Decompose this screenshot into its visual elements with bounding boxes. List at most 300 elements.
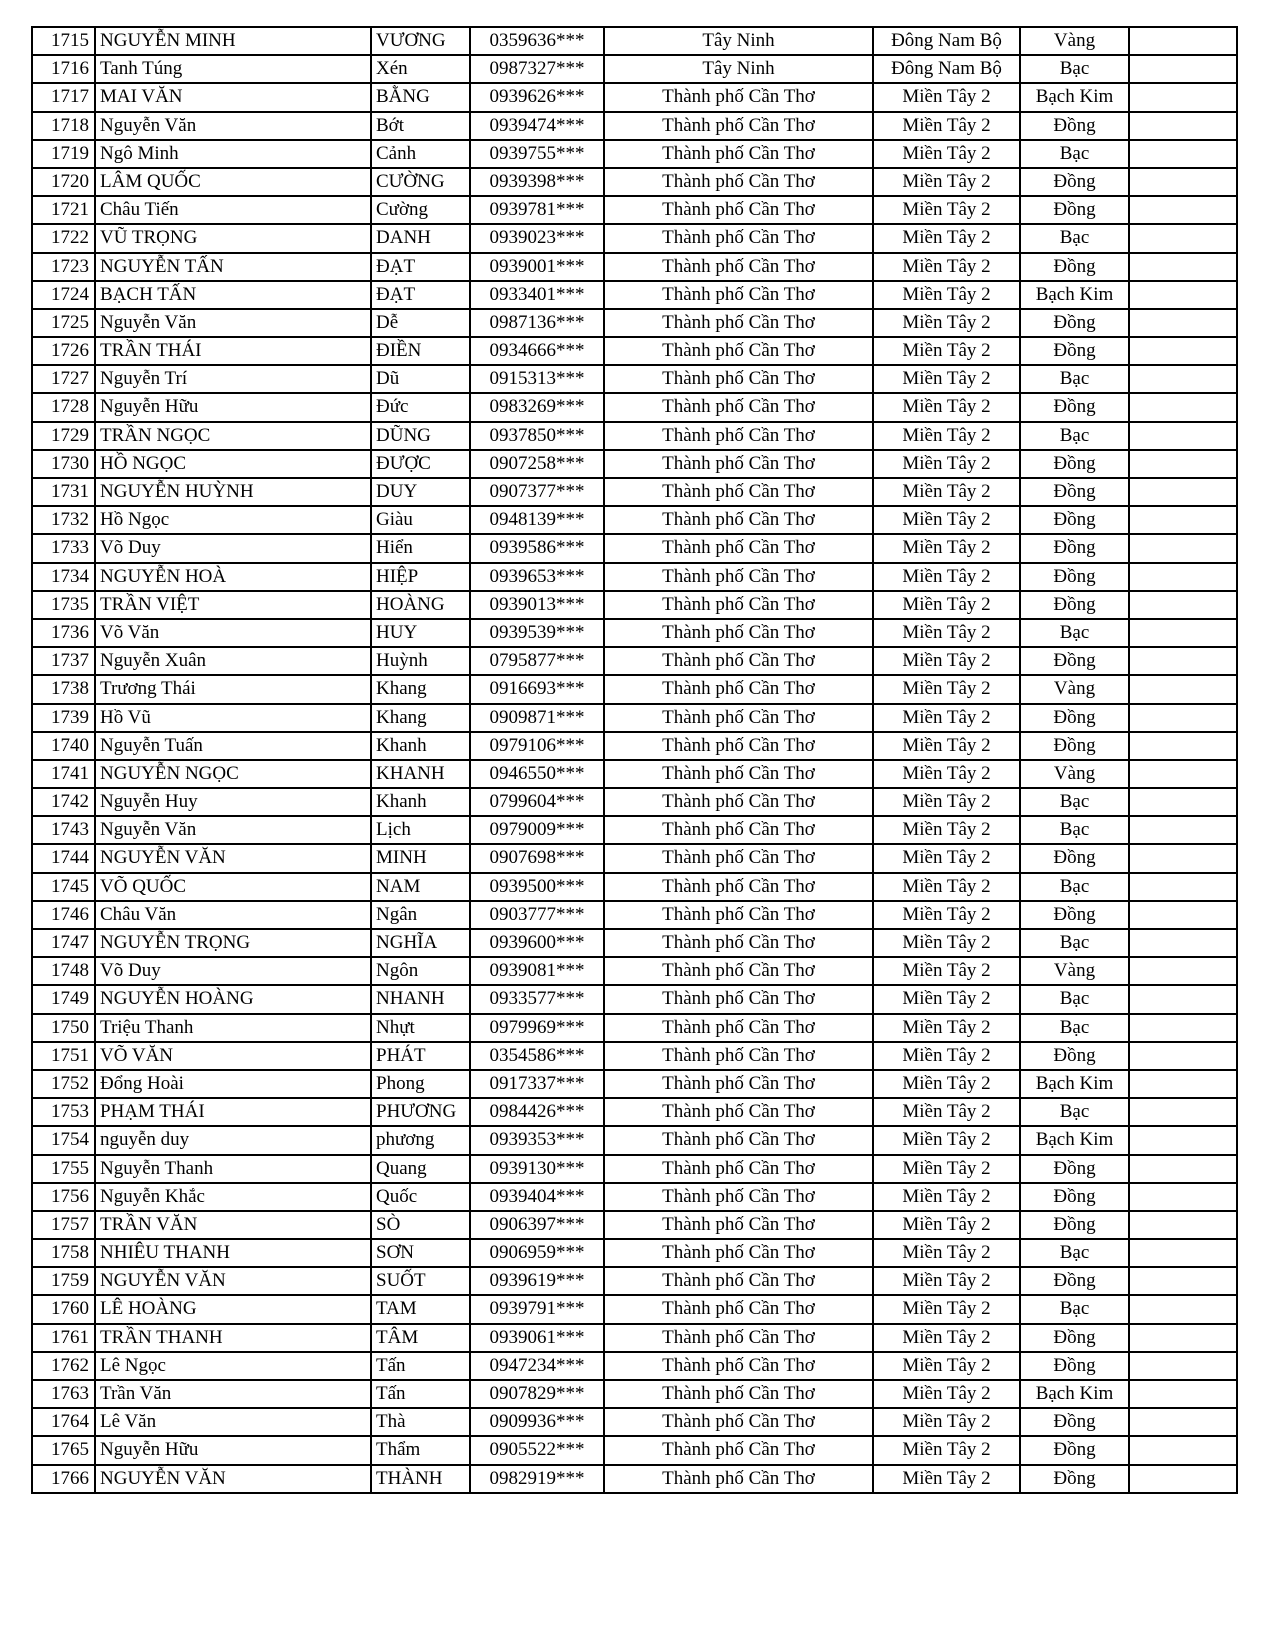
cell-phone: 0939013*** <box>471 592 605 618</box>
cell-tier: Bạc <box>1021 874 1130 900</box>
cell-tier: Bạc <box>1021 986 1130 1012</box>
cell-first-name: VÕ QUỐC <box>96 874 372 900</box>
cell-province: Thành phố Cần Thơ <box>605 113 874 139</box>
cell-first-name: LÊ HOÀNG <box>96 1296 372 1322</box>
table-row <box>31 1154 1238 1184</box>
cell-region: Miền Tây 2 <box>874 789 1021 815</box>
cell-region: Miền Tây 2 <box>874 592 1021 618</box>
cell-phone: 0939474*** <box>471 113 605 139</box>
cell-region: Miền Tây 2 <box>874 1043 1021 1069</box>
table-row <box>31 421 1238 451</box>
table-row <box>31 223 1238 253</box>
cell-blank <box>1130 1325 1234 1351</box>
cell-first-name: Châu Tiến <box>96 197 372 223</box>
cell-first-name: NHIÊU THANH <box>96 1240 372 1266</box>
table-row <box>31 1379 1238 1409</box>
cell-last-name: Cảnh <box>372 141 471 167</box>
cell-last-name: Bớt <box>372 113 471 139</box>
cell-stt: 1715 <box>33 28 96 54</box>
cell-stt: 1739 <box>33 705 96 731</box>
cell-tier: Đồng <box>1021 451 1130 477</box>
cell-last-name: HOÀNG <box>372 592 471 618</box>
table-row <box>31 449 1238 479</box>
cell-stt: 1751 <box>33 1043 96 1069</box>
cell-stt: 1726 <box>33 338 96 364</box>
cell-province: Thành phố Cần Thơ <box>605 225 874 251</box>
cell-province: Tây Ninh <box>605 28 874 54</box>
cell-province: Thành phố Cần Thơ <box>605 564 874 590</box>
cell-last-name: Cường <box>372 197 471 223</box>
cell-region: Miền Tây 2 <box>874 676 1021 702</box>
cell-phone: 0909871*** <box>471 705 605 731</box>
cell-province: Thành phố Cần Thơ <box>605 761 874 787</box>
table-row <box>31 843 1238 873</box>
cell-stt: 1735 <box>33 592 96 618</box>
cell-first-name: Nguyễn Văn <box>96 113 372 139</box>
cell-province: Thành phố Cần Thơ <box>605 1043 874 1069</box>
table-row <box>31 308 1238 338</box>
cell-phone: 0939586*** <box>471 535 605 561</box>
cell-last-name: ĐẠT <box>372 254 471 280</box>
cell-province: Thành phố Cần Thơ <box>605 1127 874 1153</box>
cell-region: Miền Tây 2 <box>874 1381 1021 1407</box>
cell-province: Thành phố Cần Thơ <box>605 1268 874 1294</box>
table-row <box>31 505 1238 535</box>
table-row <box>31 815 1238 845</box>
cell-phone: 0907377*** <box>471 479 605 505</box>
cell-stt: 1755 <box>33 1156 96 1182</box>
cell-phone: 0909936*** <box>471 1409 605 1435</box>
cell-province: Thành phố Cần Thơ <box>605 592 874 618</box>
cell-last-name: Nhựt <box>372 1015 471 1041</box>
cell-phone: 0939001*** <box>471 254 605 280</box>
cell-phone: 0946550*** <box>471 761 605 787</box>
cell-blank <box>1130 1043 1234 1069</box>
cell-first-name: BẠCH TẤN <box>96 282 372 308</box>
cell-stt: 1724 <box>33 282 96 308</box>
cell-last-name: Thà <box>372 1409 471 1435</box>
cell-stt: 1757 <box>33 1212 96 1238</box>
cell-blank <box>1130 1381 1234 1407</box>
cell-tier: Đồng <box>1021 1353 1130 1379</box>
cell-blank <box>1130 1466 1234 1492</box>
table-row <box>31 111 1238 141</box>
cell-province: Thành phố Cần Thơ <box>605 479 874 505</box>
cell-stt: 1738 <box>33 676 96 702</box>
cell-first-name: Nguyễn Văn <box>96 817 372 843</box>
cell-blank <box>1130 902 1234 928</box>
cell-province: Thành phố Cần Thơ <box>605 1466 874 1492</box>
table-row <box>31 872 1238 902</box>
cell-phone: 0799604*** <box>471 789 605 815</box>
cell-blank <box>1130 1099 1234 1125</box>
cell-blank <box>1130 28 1234 54</box>
cell-phone: 0933401*** <box>471 282 605 308</box>
cell-last-name: ĐIỀN <box>372 338 471 364</box>
cell-stt: 1733 <box>33 535 96 561</box>
cell-blank <box>1130 705 1234 731</box>
cell-last-name: Hiển <box>372 535 471 561</box>
cell-tier: Đồng <box>1021 197 1130 223</box>
cell-tier: Đồng <box>1021 169 1130 195</box>
cell-region: Miền Tây 2 <box>874 761 1021 787</box>
cell-stt: 1731 <box>33 479 96 505</box>
cell-last-name: Dễ <box>372 310 471 336</box>
cell-stt: 1753 <box>33 1099 96 1125</box>
cell-region: Miền Tây 2 <box>874 169 1021 195</box>
cell-first-name: NGUYỄN NGỌC <box>96 761 372 787</box>
cell-last-name: THÀNH <box>372 1466 471 1492</box>
table-row <box>31 167 1238 197</box>
cell-stt: 1766 <box>33 1466 96 1492</box>
table-row <box>31 1182 1238 1212</box>
cell-phone: 0947234*** <box>471 1353 605 1379</box>
cell-last-name: Xén <box>372 56 471 82</box>
cell-stt: 1716 <box>33 56 96 82</box>
cell-province: Thành phố Cần Thơ <box>605 986 874 1012</box>
cell-last-name: Ngân <box>372 902 471 928</box>
cell-province: Tây Ninh <box>605 56 874 82</box>
cell-stt: 1730 <box>33 451 96 477</box>
cell-last-name: Quốc <box>372 1184 471 1210</box>
cell-last-name: VƯƠNG <box>372 28 471 54</box>
table-row <box>31 1013 1238 1043</box>
cell-tier: Bạc <box>1021 1296 1130 1322</box>
cell-stt: 1754 <box>33 1127 96 1153</box>
table-row <box>31 1323 1238 1353</box>
cell-province: Thành phố Cần Thơ <box>605 1015 874 1041</box>
cell-phone: 0939500*** <box>471 874 605 900</box>
cell-tier: Bạch Kim <box>1021 1071 1130 1097</box>
cell-tier: Đồng <box>1021 902 1130 928</box>
cell-region: Miền Tây 2 <box>874 366 1021 392</box>
cell-first-name: Hồ Ngọc <box>96 507 372 533</box>
cell-region: Miền Tây 2 <box>874 141 1021 167</box>
cell-region: Miền Tây 2 <box>874 1240 1021 1266</box>
cell-tier: Đồng <box>1021 1212 1130 1238</box>
cell-blank <box>1130 394 1234 420</box>
table-row <box>31 759 1238 789</box>
cell-last-name: PHÁT <box>372 1043 471 1069</box>
table-row <box>31 1407 1238 1437</box>
cell-first-name: NGUYỄN HOÀ <box>96 564 372 590</box>
cell-phone: 0939081*** <box>471 958 605 984</box>
cell-blank <box>1130 620 1234 646</box>
cell-phone: 0939653*** <box>471 564 605 590</box>
cell-phone: 0903777*** <box>471 902 605 928</box>
cell-tier: Đồng <box>1021 310 1130 336</box>
cell-last-name: HUY <box>372 620 471 646</box>
cell-phone: 0939061*** <box>471 1325 605 1351</box>
cell-province: Thành phố Cần Thơ <box>605 676 874 702</box>
cell-phone: 0907698*** <box>471 845 605 871</box>
cell-last-name: DANH <box>372 225 471 251</box>
cell-tier: Đồng <box>1021 254 1130 280</box>
cell-tier: Đồng <box>1021 564 1130 590</box>
cell-phone: 0987136*** <box>471 310 605 336</box>
cell-province: Thành phố Cần Thơ <box>605 902 874 928</box>
cell-province: Thành phố Cần Thơ <box>605 451 874 477</box>
cell-stt: 1736 <box>33 620 96 646</box>
cell-province: Thành phố Cần Thơ <box>605 1212 874 1238</box>
cell-region: Miền Tây 2 <box>874 423 1021 449</box>
cell-tier: Đồng <box>1021 507 1130 533</box>
cell-last-name: phương <box>372 1127 471 1153</box>
cell-stt: 1756 <box>33 1184 96 1210</box>
cell-province: Thành phố Cần Thơ <box>605 141 874 167</box>
cell-tier: Bạc <box>1021 930 1130 956</box>
cell-region: Miền Tây 2 <box>874 564 1021 590</box>
cell-region: Miền Tây 2 <box>874 1325 1021 1351</box>
cell-region: Miền Tây 2 <box>874 705 1021 731</box>
cell-region: Miền Tây 2 <box>874 902 1021 928</box>
cell-phone: 0907829*** <box>471 1381 605 1407</box>
cell-stt: 1760 <box>33 1296 96 1322</box>
cell-region: Miền Tây 2 <box>874 1212 1021 1238</box>
cell-phone: 0948139*** <box>471 507 605 533</box>
cell-last-name: Giàu <box>372 507 471 533</box>
cell-first-name: Nguyễn Hữu <box>96 394 372 420</box>
cell-stt: 1764 <box>33 1409 96 1435</box>
table-row <box>31 590 1238 620</box>
cell-last-name: ĐƯỢC <box>372 451 471 477</box>
cell-tier: Đồng <box>1021 705 1130 731</box>
cell-province: Thành phố Cần Thơ <box>605 1184 874 1210</box>
table-row <box>31 1125 1238 1155</box>
cell-region: Miền Tây 2 <box>874 874 1021 900</box>
cell-phone: 0905522*** <box>471 1437 605 1463</box>
cell-last-name: DUY <box>372 479 471 505</box>
cell-first-name: TRẦN THÁI <box>96 338 372 364</box>
cell-tier: Đồng <box>1021 479 1130 505</box>
cell-province: Thành phố Cần Thơ <box>605 366 874 392</box>
cell-first-name: Triệu Thanh <box>96 1015 372 1041</box>
cell-tier: Bạch Kim <box>1021 282 1130 308</box>
table-row <box>31 787 1238 817</box>
cell-last-name: Đức <box>372 394 471 420</box>
cell-first-name: Nguyễn Thanh <box>96 1156 372 1182</box>
table-row <box>31 195 1238 225</box>
cell-region: Miền Tây 2 <box>874 648 1021 674</box>
cell-region: Miền Tây 2 <box>874 733 1021 759</box>
cell-region: Miền Tây 2 <box>874 1409 1021 1435</box>
cell-tier: Đồng <box>1021 648 1130 674</box>
cell-phone: 0939023*** <box>471 225 605 251</box>
cell-first-name: Nguyễn Xuân <box>96 648 372 674</box>
cell-tier: Bạch Kim <box>1021 84 1130 110</box>
cell-region: Đông Nam Bộ <box>874 56 1021 82</box>
cell-province: Thành phố Cần Thơ <box>605 535 874 561</box>
cell-blank <box>1130 817 1234 843</box>
cell-region: Miền Tây 2 <box>874 479 1021 505</box>
cell-blank <box>1130 1184 1234 1210</box>
cell-region: Miền Tây 2 <box>874 310 1021 336</box>
cell-blank <box>1130 254 1234 280</box>
cell-last-name: Lịch <box>372 817 471 843</box>
cell-last-name: NAM <box>372 874 471 900</box>
cell-blank <box>1130 958 1234 984</box>
cell-province: Thành phố Cần Thơ <box>605 338 874 364</box>
cell-last-name: Dũ <box>372 366 471 392</box>
table-row <box>31 1266 1238 1296</box>
cell-first-name: Nguyễn Trí <box>96 366 372 392</box>
cell-first-name: TRẦN THANH <box>96 1325 372 1351</box>
cell-province: Thành phố Cần Thơ <box>605 1409 874 1435</box>
cell-province: Thành phố Cần Thơ <box>605 1381 874 1407</box>
cell-phone: 0907258*** <box>471 451 605 477</box>
cell-province: Thành phố Cần Thơ <box>605 282 874 308</box>
cell-phone: 0795877*** <box>471 648 605 674</box>
cell-province: Thành phố Cần Thơ <box>605 1156 874 1182</box>
cell-stt: 1745 <box>33 874 96 900</box>
cell-tier: Đồng <box>1021 1043 1130 1069</box>
cell-first-name: Nguyễn Hữu <box>96 1437 372 1463</box>
cell-first-name: VŨ TRỌNG <box>96 225 372 251</box>
cell-first-name: MAI VĂN <box>96 84 372 110</box>
cell-stt: 1718 <box>33 113 96 139</box>
cell-province: Thành phố Cần Thơ <box>605 423 874 449</box>
table-row <box>31 336 1238 366</box>
cell-province: Thành phố Cần Thơ <box>605 197 874 223</box>
cell-last-name: SÒ <box>372 1212 471 1238</box>
cell-blank <box>1130 225 1234 251</box>
table-row <box>31 984 1238 1014</box>
cell-tier: Bạc <box>1021 225 1130 251</box>
cell-region: Miền Tây 2 <box>874 1156 1021 1182</box>
cell-stt: 1721 <box>33 197 96 223</box>
cell-blank <box>1130 648 1234 674</box>
cell-first-name: Lê Ngọc <box>96 1353 372 1379</box>
member-table-body <box>31 26 1238 1494</box>
cell-first-name: TRẦN VIỆT <box>96 592 372 618</box>
cell-province: Thành phố Cần Thơ <box>605 169 874 195</box>
cell-stt: 1743 <box>33 817 96 843</box>
table-row <box>31 392 1238 422</box>
cell-tier: Đồng <box>1021 1437 1130 1463</box>
cell-tier: Bạc <box>1021 1099 1130 1125</box>
cell-blank <box>1130 1156 1234 1182</box>
cell-last-name: NGHĨA <box>372 930 471 956</box>
cell-province: Thành phố Cần Thơ <box>605 310 874 336</box>
cell-tier: Vàng <box>1021 761 1130 787</box>
cell-province: Thành phố Cần Thơ <box>605 874 874 900</box>
cell-first-name: nguyễn duy <box>96 1127 372 1153</box>
cell-first-name: LÂM QUỐC <box>96 169 372 195</box>
cell-tier: Bạc <box>1021 366 1130 392</box>
cell-last-name: KHANH <box>372 761 471 787</box>
cell-blank <box>1130 84 1234 110</box>
cell-province: Thành phố Cần Thơ <box>605 705 874 731</box>
cell-stt: 1748 <box>33 958 96 984</box>
cell-blank <box>1130 1296 1234 1322</box>
cell-region: Miền Tây 2 <box>874 282 1021 308</box>
cell-region: Miền Tây 2 <box>874 1466 1021 1492</box>
cell-tier: Bạc <box>1021 817 1130 843</box>
cell-region: Miền Tây 2 <box>874 197 1021 223</box>
cell-region: Miền Tây 2 <box>874 1099 1021 1125</box>
table-row <box>31 280 1238 310</box>
table-row <box>31 26 1238 56</box>
cell-first-name: NGUYỄN VĂN <box>96 845 372 871</box>
table-row <box>31 1210 1238 1240</box>
cell-province: Thành phố Cần Thơ <box>605 394 874 420</box>
table-row <box>31 54 1238 84</box>
cell-region: Miền Tây 2 <box>874 986 1021 1012</box>
cell-last-name: MINH <box>372 845 471 871</box>
cell-stt: 1729 <box>33 423 96 449</box>
cell-first-name: Nguyễn Huy <box>96 789 372 815</box>
cell-stt: 1761 <box>33 1325 96 1351</box>
table-row <box>31 1069 1238 1099</box>
cell-first-name: Hồ Vũ <box>96 705 372 731</box>
cell-last-name: BẰNG <box>372 84 471 110</box>
cell-blank <box>1130 141 1234 167</box>
cell-first-name: NGUYỄN VĂN <box>96 1268 372 1294</box>
cell-tier: Đồng <box>1021 733 1130 759</box>
cell-first-name: NGUYỄN MINH <box>96 28 372 54</box>
table-row <box>31 618 1238 648</box>
cell-region: Miền Tây 2 <box>874 451 1021 477</box>
cell-phone: 0939755*** <box>471 141 605 167</box>
cell-blank <box>1130 564 1234 590</box>
cell-region: Miền Tây 2 <box>874 1296 1021 1322</box>
cell-province: Thành phố Cần Thơ <box>605 733 874 759</box>
cell-last-name: DŨNG <box>372 423 471 449</box>
cell-region: Miền Tây 2 <box>874 113 1021 139</box>
cell-stt: 1759 <box>33 1268 96 1294</box>
cell-region: Miền Tây 2 <box>874 338 1021 364</box>
cell-phone: 0982919*** <box>471 1466 605 1492</box>
cell-blank <box>1130 1071 1234 1097</box>
cell-blank <box>1130 1212 1234 1238</box>
cell-region: Đông Nam Bộ <box>874 28 1021 54</box>
cell-blank <box>1130 986 1234 1012</box>
cell-stt: 1763 <box>33 1381 96 1407</box>
table-row <box>31 364 1238 394</box>
cell-phone: 0359636*** <box>471 28 605 54</box>
cell-blank <box>1130 366 1234 392</box>
cell-blank <box>1130 507 1234 533</box>
cell-phone: 0939600*** <box>471 930 605 956</box>
cell-last-name: CƯỜNG <box>372 169 471 195</box>
cell-stt: 1728 <box>33 394 96 420</box>
cell-province: Thành phố Cần Thơ <box>605 1353 874 1379</box>
cell-phone: 0939626*** <box>471 84 605 110</box>
cell-blank <box>1130 930 1234 956</box>
cell-region: Miền Tây 2 <box>874 507 1021 533</box>
cell-province: Thành phố Cần Thơ <box>605 1071 874 1097</box>
cell-blank <box>1130 169 1234 195</box>
cell-tier: Vàng <box>1021 28 1130 54</box>
cell-phone: 0987327*** <box>471 56 605 82</box>
cell-phone: 0979969*** <box>471 1015 605 1041</box>
cell-tier: Đồng <box>1021 845 1130 871</box>
table-row <box>31 82 1238 112</box>
cell-province: Thành phố Cần Thơ <box>605 1296 874 1322</box>
cell-tier: Đồng <box>1021 113 1130 139</box>
cell-region: Miền Tây 2 <box>874 958 1021 984</box>
cell-last-name: HIỆP <box>372 564 471 590</box>
cell-stt: 1749 <box>33 986 96 1012</box>
table-row <box>31 477 1238 507</box>
cell-stt: 1740 <box>33 733 96 759</box>
cell-province: Thành phố Cần Thơ <box>605 845 874 871</box>
cell-last-name: Phong <box>372 1071 471 1097</box>
cell-phone: 0939619*** <box>471 1268 605 1294</box>
cell-last-name: Quang <box>372 1156 471 1182</box>
cell-blank <box>1130 1240 1234 1266</box>
table-row <box>31 900 1238 930</box>
